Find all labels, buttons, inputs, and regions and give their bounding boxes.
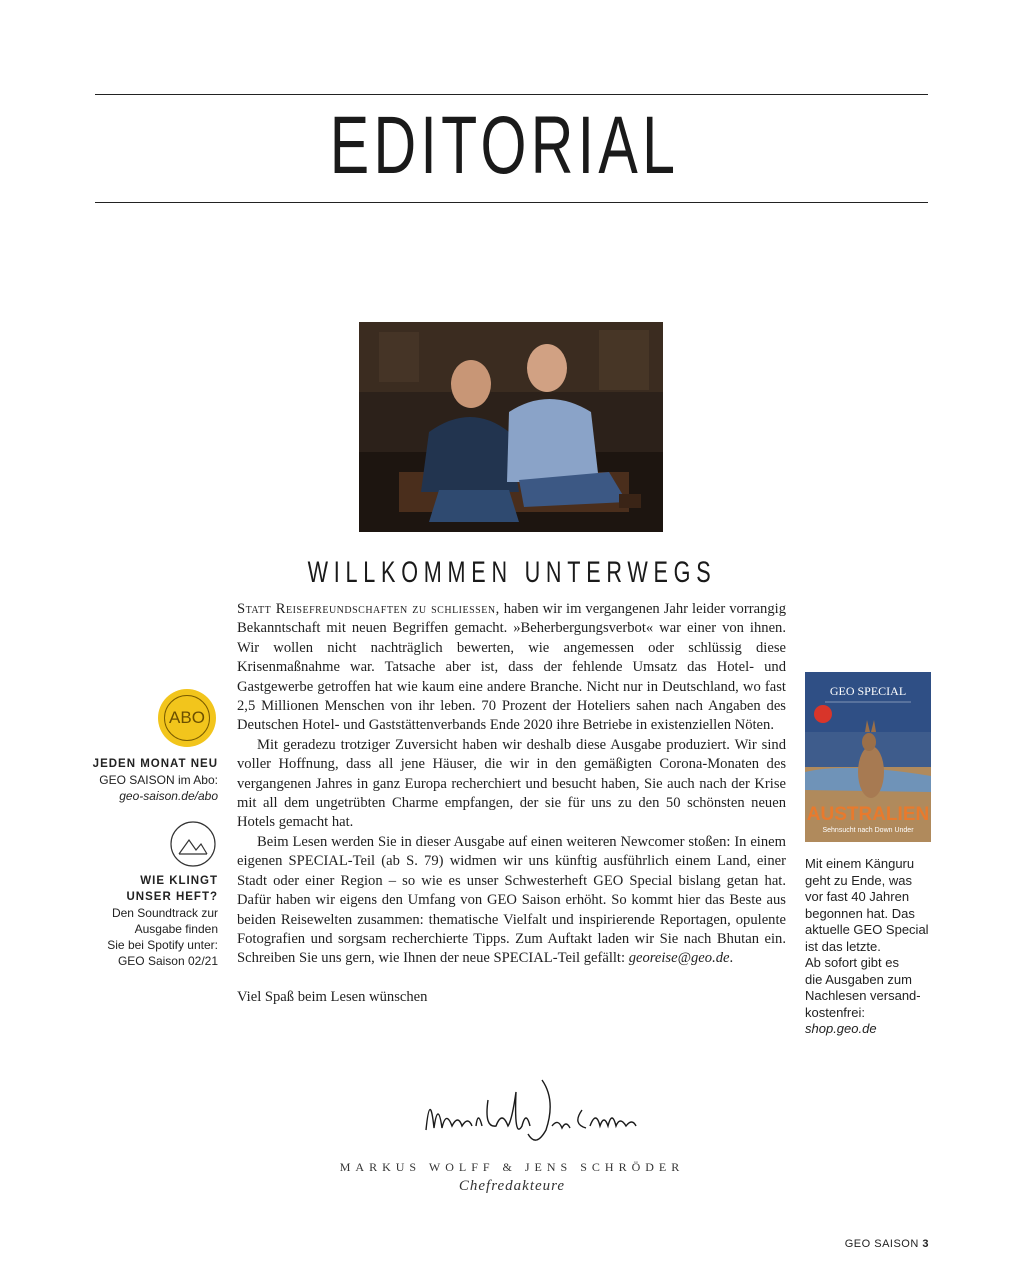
soundtrack-icon [169,820,217,868]
title-bottom-rule [95,202,928,203]
top-rule [95,94,928,95]
caption-line: ist das letzte. [805,938,881,954]
paragraph-3 [237,833,786,969]
editors-photo-illustration [359,322,663,532]
soundtrack-heading-1: WIE KLINGT [140,875,218,887]
caption-line: begonnen hat. Das [805,905,915,921]
paragraph-1 [237,600,786,736]
abo-link[interactable]: geo-saison.de/abo [119,789,218,803]
soundtrack-line-1: Den Soundtrack zur [111,906,218,920]
magazine-cover[interactable] [805,672,931,842]
abo-info [78,756,218,804]
paragraph-1-text: haben wir im vergangenen Jahr leider vorrangig Bekanntschaft mit neuen Begriffen gemacht. »Beherbergungsverbot« war einer von ihnen. Wir wollen nicht nachträglich bewerten, wie angemessen oder schlüssig diese Krisenmaßnahme war. Tatsache aber ist, dass der fehlende Umsatz das Hotel- und Gastgewerbe getroffen hat wie kaum eine andere Branche. Nicht nur in Deutschland, wo fast 2,5 Millionen Menschen von ihr leben. 70 Prozent der Hoteliers sahen nach Angaben des Deutschen Hotel- und Gaststättenverbands Ende 2020 ihre Betriebe in existenziellen Nöten. [237,601,786,734]
magazine-brand: GEO SPECIAL [829,684,907,698]
closing-line: Viel Spaß beim Lesen wünschen [237,988,428,1005]
magazine-cover-art [805,672,931,842]
signers-role: Chefredakteure [458,1178,566,1194]
magazine-subtitle: Sehnsucht nach Down Under [822,827,914,834]
handwritten-signature [396,1070,651,1160]
editors-photo [359,322,663,532]
email-link[interactable]: georeise@geo.de [628,950,730,967]
soundtrack-line-3: Sie bei Spotify unter: [107,938,218,952]
abo-badge [158,689,216,747]
article-body [237,600,786,1007]
paragraph-2: Mit geradezu trotziger Zuversicht haben wir deshalb diese Ausgabe produziert. Wir sind voller Hoffnung, dass all jene Häuser, die wir in den gemäßigten Corona-Monaten des vergangenen Jahres in ganz Europa recherchiert und besucht haben, Sie auch nach der Krise mit all dem ungetrübten Charme empfangen, der sie für uns zu den 50 schönsten neuen Hotels gemacht hat. [237,736,786,831]
soundtrack-line-2: Ausgabe finden [134,922,218,936]
lead-in: Statt Reisefreundschaften zu schliessen, [237,601,500,617]
caption-line: kostenfrei: [805,1004,865,1020]
page-folio [845,1238,929,1250]
soundtrack-info [78,873,218,969]
magazine-caption [805,856,955,1038]
page-number: 3 [922,1238,929,1250]
article-headline: WILLKOMMEN UNTERWEGS [307,556,717,589]
abo-line: GEO SAISON im Abo: [99,773,218,787]
soundtrack-heading-2: UNSER HEFT? [126,891,218,903]
magazine-title: AUSTRALIEN [806,804,930,825]
paragraph-3-text: Beim Lesen werden Sie in dieser Ausgabe auf einen weiteren Newcomer stoßen: In einem eigenen SPECIAL-Teil (ab S. 79) widmen wir uns künftig ausführlich einem Land, einer Stadt oder einer Region – so wie es unser Schwesterheft GEO Special bislang getan hat. Dafür haben wir eigens den Umfang von GEO Saison erhöht. So kommt hier das Beste aus beiden Reisewelten zusammen: thematische Vielfalt und inspirierende Reportagen, opulente Fotografien und sorgsam recherchierte Tipps. Zum Auftakt laden wir Sie nach Bhutan ein. Schreiben Sie uns gern, wie Ihnen der neue SPECIAL-Teil gefällt: [237,833,786,967]
soundtrack-line-4: GEO Saison 02/21 [117,954,218,968]
page-title: EDITORIAL [329,100,680,191]
abo-heading: JEDEN MONAT NEU [92,758,218,770]
caption-line: Ab sofort gibt es [805,955,899,970]
caption-line: aktuelle GEO Special [805,922,929,937]
signers: MARKUS WOLFF & JENS SCHRÖDER [339,1160,685,1174]
caption-line: Nachlesen versand- [805,988,921,1003]
paragraph-3-end: . [729,950,734,967]
abo-badge-label: ABO [164,695,210,741]
caption-line: die Ausgaben zum [805,971,912,987]
folio-magazine: GEO SAISON [844,1238,919,1250]
shop-link[interactable]: shop.geo.de [805,1021,877,1036]
caption-line: vor fast 40 Jahren [805,889,910,904]
caption-line: Mit einem Känguru [805,856,915,871]
caption-line: geht zu Ende, was [805,872,912,888]
